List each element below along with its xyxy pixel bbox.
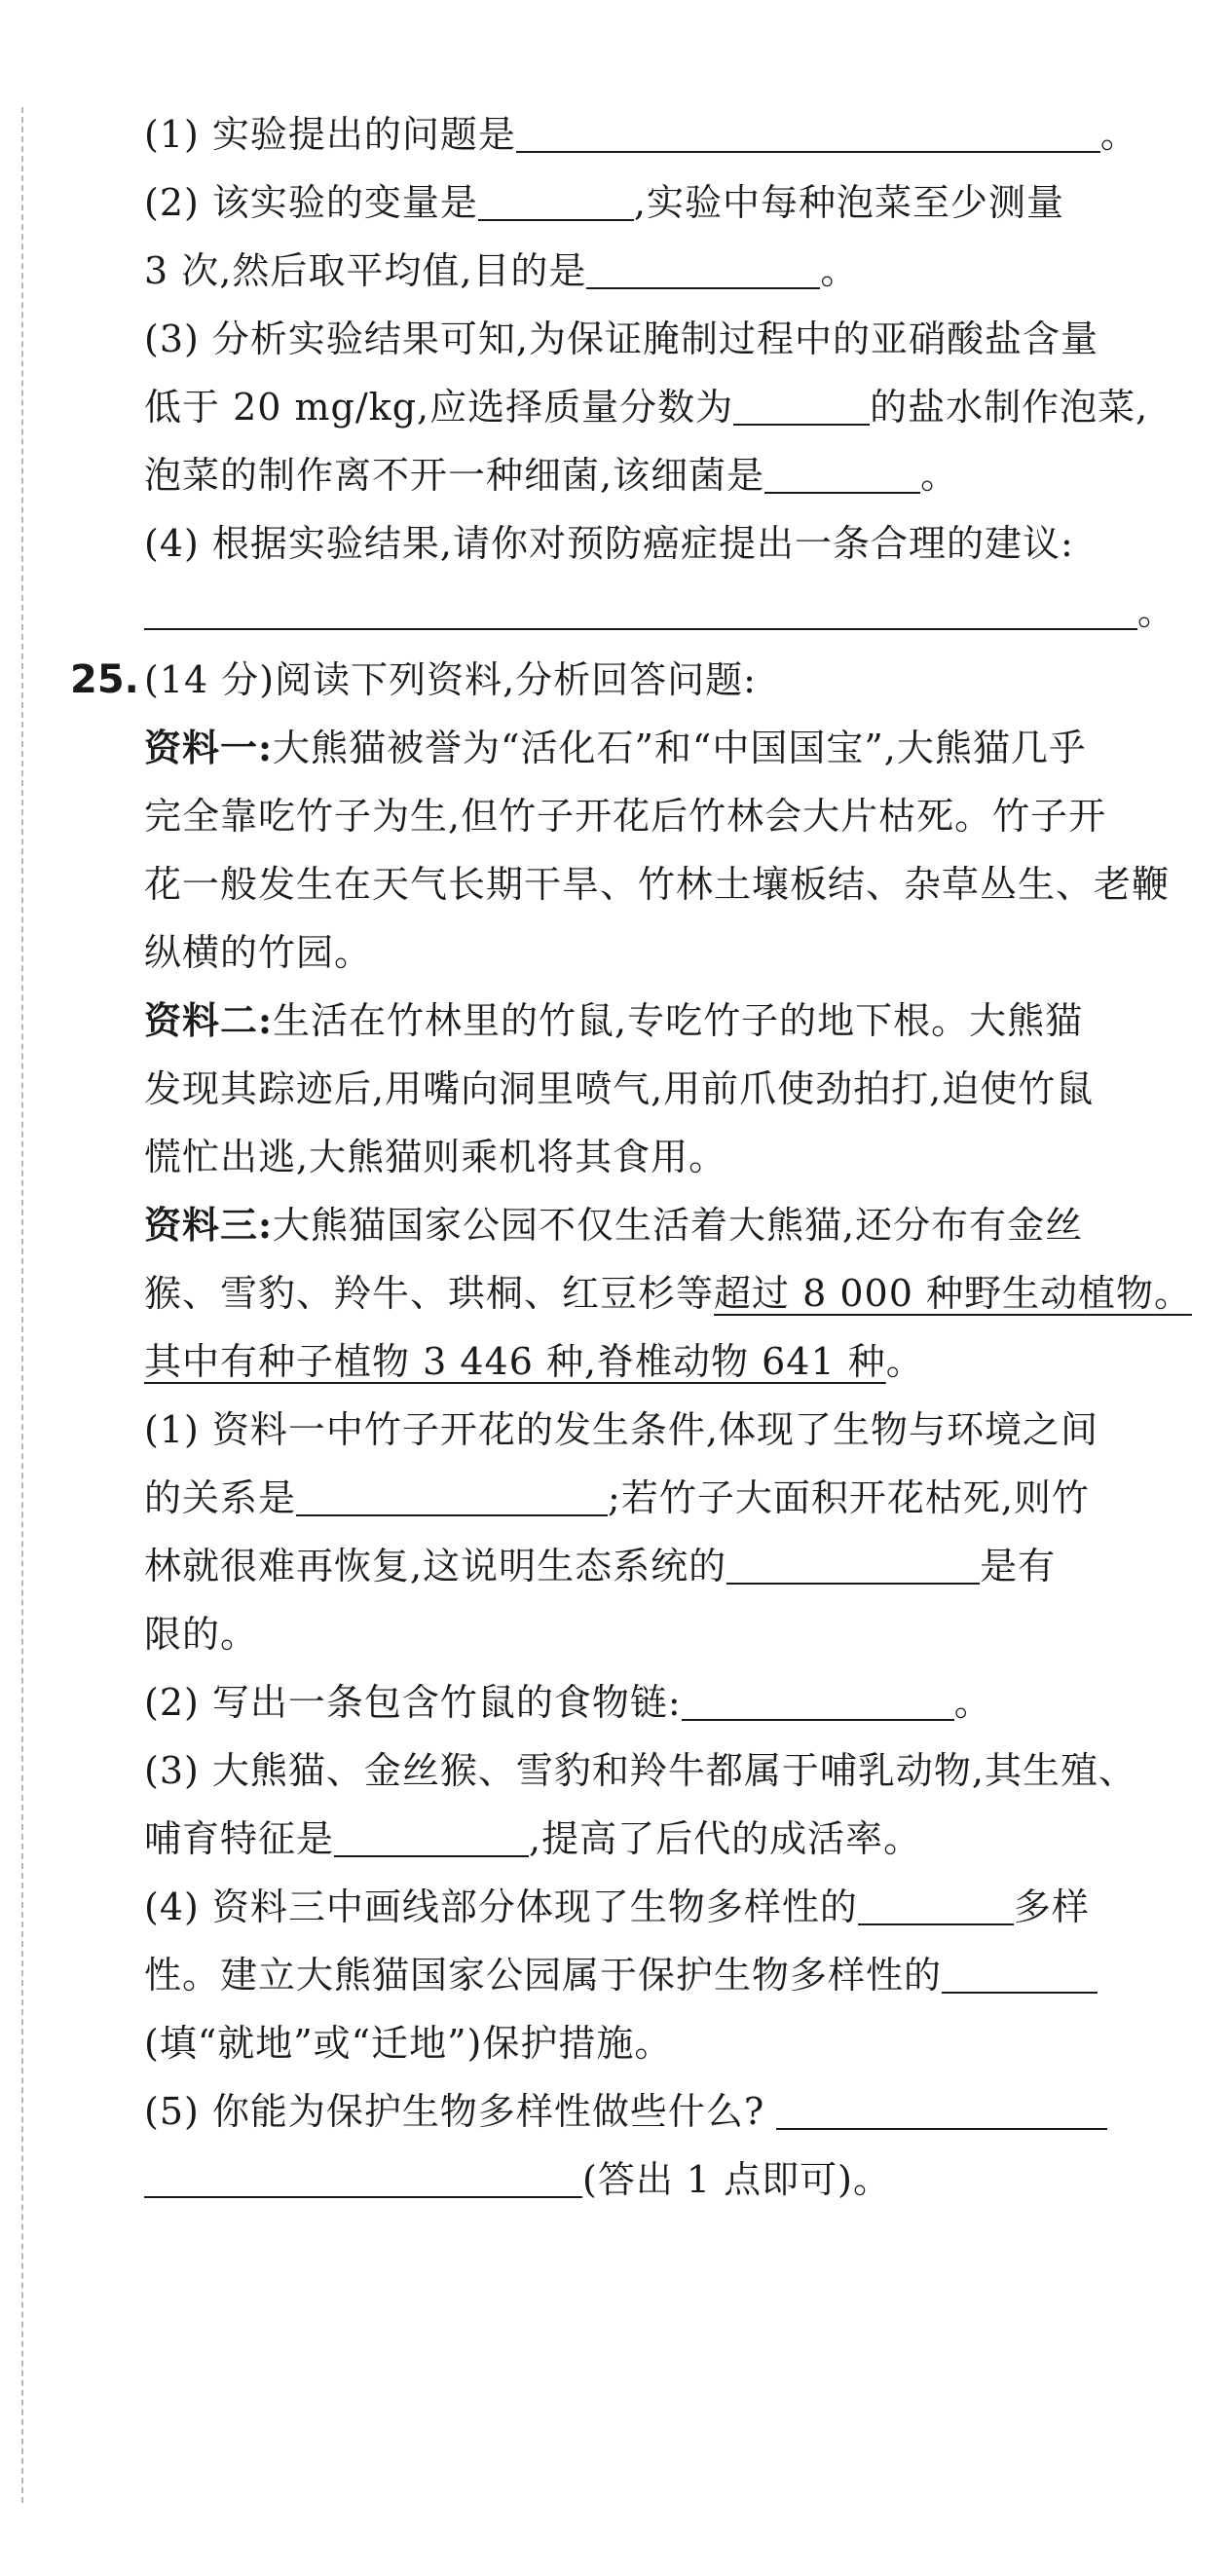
answer-blank-q24-3a[interactable]: [733, 385, 870, 426]
answer-blank-q25-2[interactable]: [682, 1680, 954, 1721]
q25-part4-line3: (填“就地”或“迁地”)保护措施。: [144, 2022, 673, 2065]
q25-part1-line1: (1) 资料一中竹子开花的发生条件,体现了生物与环境之间: [144, 1408, 1098, 1451]
q24-part4-line1: (4) 根据实验结果,请你对预防癌症提出一条合理的建议:: [144, 522, 1074, 565]
q25-part3-line2: 哺育特征是 ,提高了后代的成活率。: [144, 1817, 922, 1860]
answer-blank-q25-5a[interactable]: [776, 2089, 1107, 2130]
answer-blank-q25-4b[interactable]: [942, 1953, 1098, 1994]
material-3-label: 资料三:: [144, 1203, 274, 1247]
q24-part3-line3: 泡菜的制作离不开一种细菌,该细菌是 。: [144, 454, 959, 497]
q25-part2: (2) 写出一条包含竹鼠的食物链: 。: [144, 1681, 992, 1724]
answer-blank-q24-1[interactable]: [516, 112, 1100, 153]
material-3-line1: 资料三:大熊猫国家公园不仅生活着大熊猫,还分布有金丝: [144, 1203, 1084, 1247]
answer-blank-q25-1b[interactable]: [726, 1544, 980, 1585]
q25-part3-line1: (3) 大熊猫、金丝猴、雪豹和羚牛都属于哺乳动物,其生殖、: [144, 1749, 1136, 1792]
question-number: 25.: [70, 657, 139, 702]
material-1-label: 资料一:: [144, 726, 274, 769]
q24-part3-line1: (3) 分析实验结果可知,为保证腌制过程中的亚硝酸盐含量: [144, 317, 1098, 360]
q24-part2-line1: (2) 该实验的变量是 ,实验中每种泡菜至少测量: [144, 181, 1065, 224]
answer-blank-q25-3[interactable]: [334, 1816, 529, 1857]
answer-blank-q24-4[interactable]: [144, 589, 1137, 630]
material-2-line3: 慌忙出逃,大熊猫则乘机将其食用。: [144, 1136, 727, 1178]
material-2-line2: 发现其踪迹后,用嘴向洞里喷气,用前爪使劲拍打,迫使竹鼠: [144, 1067, 1095, 1110]
material-1-line1: 资料一:大熊猫被誉为“活化石”和“中国国宝”,大熊猫几乎: [144, 726, 1087, 769]
q25-part5-line1: (5) 你能为保护生物多样性做些什么?: [144, 2079, 1167, 2144]
q25-part4-line1: (4) 资料三中画线部分体现了生物多样性的 多样: [144, 1885, 1090, 1928]
material-2-line1: 资料二:生活在竹林里的竹鼠,专吃竹子的地下根。大熊猫: [144, 998, 1084, 1042]
q25-part1-line3: 林就很难再恢复,这说明生态系统的 是有: [144, 1545, 1057, 1587]
q25-part5-line2: (答出 1 点即可)。: [144, 2147, 1167, 2212]
q24-part1: (1) 实验提出的问题是 。: [144, 113, 1138, 156]
q24-part4-line2: 。: [144, 579, 1167, 644]
answer-blank-q24-2b[interactable]: [586, 248, 820, 289]
material-3-line2: 猴、雪豹、羚牛、珙桐、红豆杉等超过 8 000 种野生动植物。: [144, 1272, 1192, 1315]
material-3-line3: 其中有种子植物 3 446 种,脊椎动物 641 种。: [144, 1340, 924, 1383]
material-2-label: 资料二:: [144, 998, 274, 1042]
answer-blank-q24-2a[interactable]: [478, 180, 634, 221]
material-1-line4: 纵横的竹园。: [144, 931, 373, 974]
material-1-line3: 花一般发生在天气长期干旱、竹林土壤板结、杂草丛生、老鞭: [144, 863, 1171, 906]
underlined-passage: 其中有种子植物 3 446 种,脊椎动物 641 种: [144, 1340, 886, 1383]
material-1-line2: 完全靠吃竹子为生,但竹子开花后竹林会大片枯死。竹子开: [144, 795, 1107, 838]
answer-blank-q25-1a[interactable]: [296, 1475, 608, 1516]
underlined-passage: 超过 8 000 种野生动植物。: [714, 1272, 1192, 1315]
q25-part4-line2: 性。建立大熊猫国家公园属于保护生物多样性的: [144, 1943, 1167, 2007]
q25-part1-line2: 的关系是 ;若竹子大面积开花枯死,则竹: [144, 1476, 1090, 1519]
answer-blank-q25-4a[interactable]: [858, 1885, 1014, 1925]
q24-part3-line2: 低于 20 mg/kg,应选择质量分数为 的盐水制作泡菜,: [144, 386, 1149, 429]
answer-blank-q25-5b[interactable]: [144, 2157, 582, 2198]
answer-blank-q24-3b[interactable]: [764, 453, 920, 494]
q25-part1-line4: 限的。: [144, 1613, 259, 1656]
q24-part2-line2: 3 次,然后取平均值,目的是 。: [144, 249, 859, 292]
q25-intro: (14 分)阅读下列资料,分析回答问题:: [144, 658, 757, 701]
